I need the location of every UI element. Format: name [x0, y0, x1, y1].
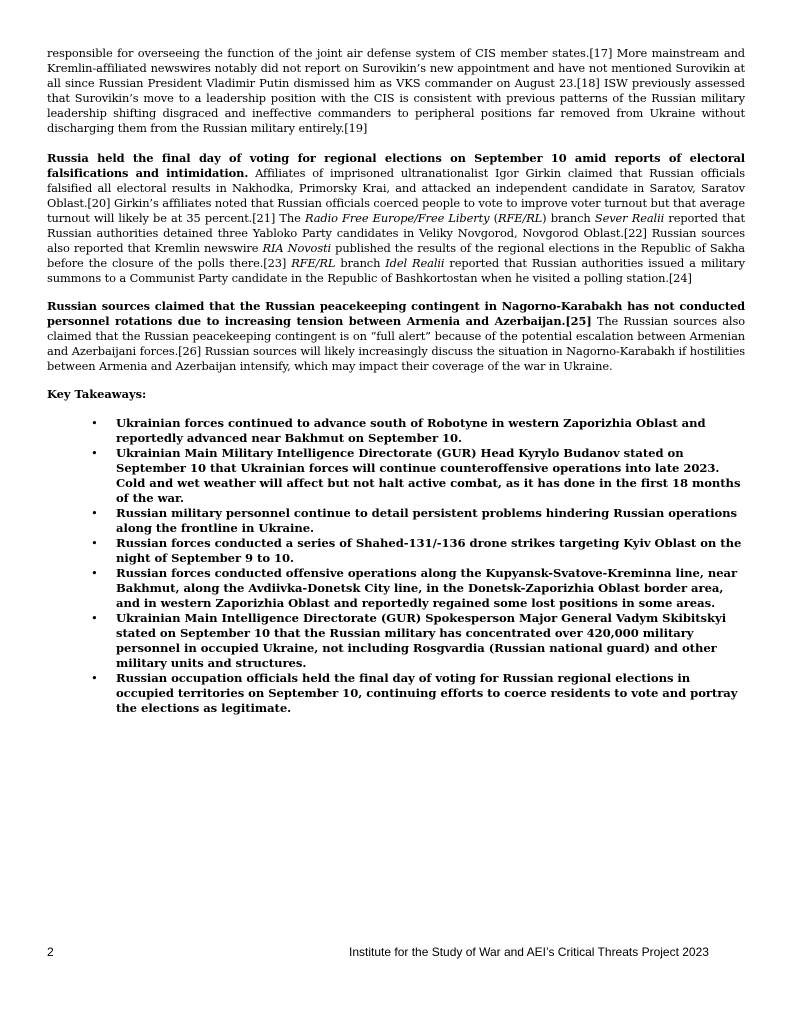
bullet-icon: • — [91, 506, 98, 520]
takeaway-item — [91, 671, 746, 716]
bullet-icon: • — [91, 611, 98, 625]
paragraph-surovikin — [47, 46, 745, 136]
source-name: Idel Realii — [385, 256, 445, 270]
takeaway-text: Russian occupation officials held the final day of voting for Russian regional elections in occupied territories on September 10, continuing efforts to coerce residents to vote and portray the elections as legitimate. — [116, 671, 738, 715]
bullet-icon: • — [91, 566, 98, 580]
key-takeaways-list — [91, 416, 746, 716]
source-name: Sever Realii — [594, 211, 665, 225]
key-takeaways-heading: Key Takeaways: — [47, 387, 147, 401]
source-name: Radio Free Europe/Free Liberty — [304, 211, 490, 225]
takeaway-item — [91, 611, 746, 671]
bullet-icon: • — [91, 536, 98, 550]
takeaway-item — [91, 506, 746, 536]
footer-attribution: Institute for the Study of War and AEI’s Critical Threats Project 2023 — [349, 945, 709, 959]
paragraph-nagorno-karabakh — [47, 299, 745, 374]
paragraph-lead: Russian sources claimed that the Russian peacekeeping contingent in Nagorno-Karabakh has not conducted personnel rotations due to increasing tension between Armenia and Azerbaijan.[25] — [47, 299, 745, 328]
paragraph-text: ( — [489, 211, 498, 225]
source-name: RIA Novosti — [262, 241, 332, 255]
page-number: 2 — [47, 945, 54, 959]
takeaway-text: Ukrainian Main Intelligence Directorate (GUR) Spokesperson Major General Vadym Skibitskyi stated on September 10 that the Russian military has concentrated over 420,000 military personnel in occupied Ukraine, not including Rosgvardia (Russian national guard) and other military units and structures. — [116, 611, 727, 670]
takeaway-text: Ukrainian Main Military Intelligence Directorate (GUR) Head Kyrylo Budanov stated on September 10 that Ukrainian forces will continue counteroffensive operations into late 2023. Cold and wet weather will affect but not halt active combat, as it has done in the first 18 months of the war. — [116, 446, 741, 505]
paragraph-text: branch — [335, 256, 386, 270]
takeaway-item — [91, 446, 746, 506]
bullet-icon: • — [91, 446, 98, 460]
bullet-icon: • — [91, 416, 98, 430]
takeaway-item — [91, 566, 746, 611]
paragraph-text: The Russian sources also claimed that the Russian peacekeeping contingent is on “full alert” because of the potential escalation between Armenian and Azerbaijani forces.[26] Russian sources will likely increasingly discuss the situation in Nagorno-Karabakh if hostilities between Armenia and Azerbaijan intensify, which may impact their coverage of the war in Ukraine. — [47, 314, 745, 373]
takeaway-text: Russian military personnel continue to detail persistent problems hindering Russian operations along the frontline in Ukraine. — [116, 506, 738, 535]
source-name: RFE/RL — [497, 211, 543, 225]
paragraph-text: reported that Russian authorities issued a military summons to a Communist Party candidate in the Republic of Bashkortostan when he visited a polling station.[24] — [47, 256, 746, 285]
paragraph-text: published the results of the regional elections in the Republic of Sakha before the closure of the polls there.[23] — [47, 241, 745, 270]
paragraph-text: Affiliates of imprisoned ultranationalist Igor Girkin claimed that Russian officials falsified all electoral results in Nakhodka, Primorsky Krai, and attacked an independent candidate in Saratov, Saratov Oblast.[20] Girkin’s affiliates noted that Russian officials coerced people to vote to improve voter turnout but that average turnout will likely be at 35 percent.[21] The — [47, 166, 745, 225]
takeaway-text: Ukrainian forces continued to advance south of Robotyne in western Zaporizhia Oblast and reportedly advanced near Bakhmut on September 10. — [116, 416, 706, 445]
takeaway-text: Russian forces conducted a series of Shahed-131/-136 drone strikes targeting Kyiv Oblast on the night of September 9 to 10. — [116, 536, 742, 565]
takeaway-text: Russian forces conducted offensive operations along the Kupyansk-Svatove-Kreminna line, near Bakhmut, along the Avdiivka-Donetsk City line, in the Donetsk-Zaporizhia Oblast border area, and in western Zaporizhia Oblast and reportedly regained some lost positions in some areas. — [116, 566, 738, 610]
paragraph-lead: Russia held the final day of voting for regional elections on September 10 amid reports of electoral falsifications and intimidation. — [47, 151, 745, 180]
takeaway-item — [91, 536, 746, 566]
paragraph-regional-elections — [47, 151, 745, 286]
takeaway-item — [91, 416, 746, 446]
paragraph-text: responsible for overseeing the function of the joint air defense system of CIS member states.[17] More mainstream and Kremlin-affiliated newswires notably did not report on Surovikin’s new appointment and have not mentioned Surovikin at all since Russian President Vladimir Putin dismissed him as VKS commander on August 23.[18] ISW previously assessed that Surovikin’s move to a leadership position with the CIS is consistent with previous patterns of the Russian military leadership shifting disgraced and ineffective commanders to peripheral positions far removed from Ukraine without discharging them from the Russian military entirely.[19] — [47, 46, 745, 135]
paragraph-text: ) branch — [542, 211, 595, 225]
paragraph-text: reported that Russian authorities detained three Yabloko Party candidates in Veliky Novgorod, Novgorod Oblast.[22] Russian sources also reported that Kremlin newswire — [47, 211, 746, 255]
source-name: RFE/RL — [291, 256, 336, 270]
bullet-icon: • — [91, 671, 98, 685]
